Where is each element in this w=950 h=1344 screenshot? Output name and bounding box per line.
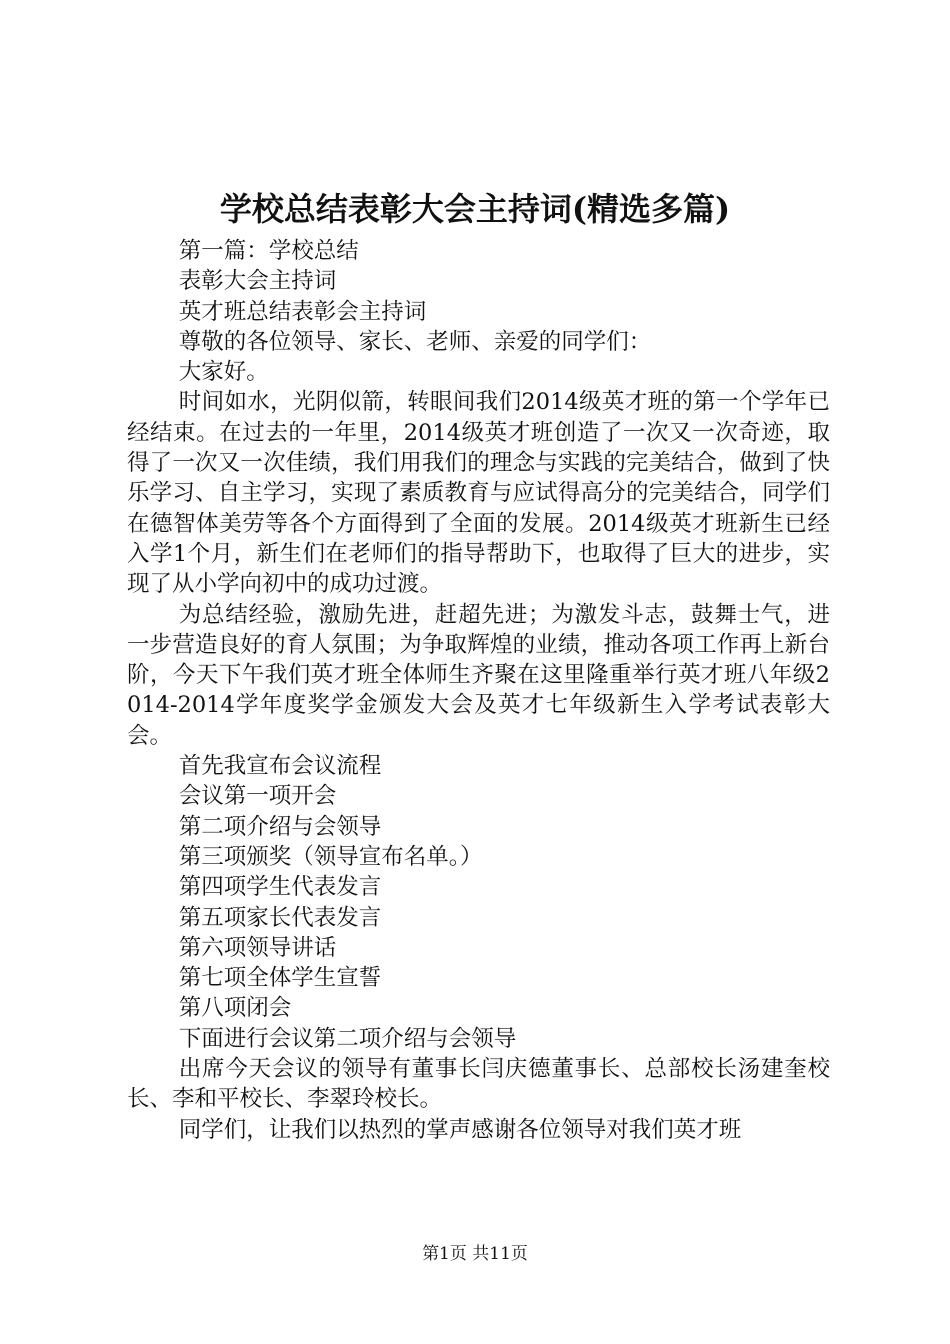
paragraph: 出席今天会议的领导有董事长闫庆德董事长、总部校长汤建奎校长、李和平校长、李翠玲校长。 (127, 1056, 830, 1113)
page-number-footer: 第1页 共11页 (422, 1244, 528, 1264)
paragraph: 尊敬的各位领导、家长、老师、亲爱的同学们： (178, 328, 652, 355)
paragraph: 表彰大会主持词 (178, 268, 337, 295)
paragraph: 英才班总结表彰会主持词 (178, 298, 427, 325)
document-body (127, 236, 830, 1145)
document-title: 学校总结表彰大会主持词(精选多篇) (219, 190, 731, 228)
paragraph: 会议第一项开会 (178, 783, 337, 810)
paragraph: 首先我宣布会议流程 (178, 753, 382, 780)
paragraph: 下面进行会议第二项介绍与会领导 (178, 1025, 517, 1052)
paragraph: 第五项家长代表发言 (178, 904, 382, 931)
paragraph: 第八项闭会 (178, 995, 292, 1022)
paragraph: 第一篇：学校总结 (178, 238, 359, 264)
paragraph: 第四项学生代表发言 (178, 874, 382, 901)
paragraph: 同学们，让我们以热烈的掌声感谢各位领导对我们英才班 (178, 1116, 742, 1143)
paragraph: 大家好。 (178, 359, 269, 386)
paragraph: 第三项颁奖（领导宣布名单。） (178, 843, 483, 870)
paragraph: 时间如水，光阴似箭，转眼间我们2014级英才班的第一个学年已经结束。在过去的一年里，2014级英才班创造了一次又一次奇迹，取得了一次又一次佳绩，我们用我们的理念与实践的完美结合，做到了快乐学习、自主学习，实现了素质教育与应试得高分的完美结合，同学们在德智体美劳等各个方面得到了全面的发展。2014级英才班新生已经入学1个月，新生们在老师们的指导帮助下，也取得了巨大的进步，实现了从小学向初中的成功过渡。 (127, 389, 830, 598)
paragraph: 第六项领导讲话 (178, 934, 337, 961)
paragraph: 为总结经验，激励先进，赶超先进；为激发斗志，鼓舞士气，进一步营造良好的育人氛围；为争取辉煌的业绩，推动各项工作再上新台阶，今天下午我们英才班全体师生齐聚在这里隆重举行英才班八年级2014-2014学年度奖学金颁发大会及英才七年级新生入学考试表彰大会。 (127, 601, 830, 749)
paragraph: 第七项全体学生宣誓 (178, 965, 382, 992)
paragraph: 第二项介绍与会领导 (178, 813, 382, 840)
